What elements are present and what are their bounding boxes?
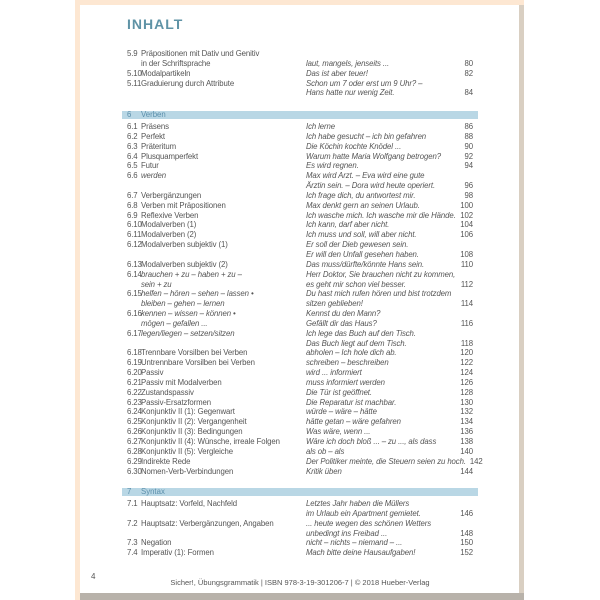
entry-title: in der Schriftsprache	[141, 58, 211, 68]
entry-title	[141, 181, 306, 191]
toc-entry-line	[122, 88, 478, 98]
entry-page: 124	[460, 368, 473, 378]
entry-title: werden	[141, 171, 166, 181]
entry-example: ... heute wegen des schönen Wetters	[306, 518, 432, 528]
entry-title: Passiv	[141, 368, 164, 378]
toc-entry-line	[122, 467, 478, 477]
entry-example: Ich muss und soll, will aber nicht.	[306, 230, 417, 240]
toc-entry-line	[122, 398, 478, 408]
entry-title: Modalverben subjektiv (1)	[141, 240, 228, 250]
toc-entry-line	[122, 79, 478, 89]
entry-example: laut, mangels, jenseits ...	[306, 58, 390, 68]
toc-entry	[122, 519, 478, 539]
toc-entry	[122, 417, 478, 427]
entry-number: 7.1	[127, 499, 138, 508]
toc-entry-line	[122, 358, 478, 368]
entry-page: 84	[464, 88, 473, 98]
entry-number: 7.3	[127, 538, 138, 548]
entry-title: Nomen-Verb-Verbindungen	[141, 466, 234, 476]
entry-example: Ich wasche mich. Ich wasche mir die Hände.	[306, 210, 456, 220]
toc-entry	[122, 289, 478, 309]
entry-number: 6.2	[127, 131, 138, 141]
toc-entry	[122, 201, 478, 211]
entry-example: Ich frage dich, du antwortest mir.	[306, 190, 416, 200]
entry-page: 92	[464, 151, 473, 161]
entry-title: Modalverben subjektiv (2)	[141, 259, 228, 269]
entry-title: legen/liegen – setzen/sitzen	[141, 328, 235, 338]
entry-title	[141, 88, 306, 98]
toc-entry-line	[122, 191, 478, 201]
toc-entry	[122, 49, 478, 69]
toc-entry-line	[122, 280, 478, 290]
entry-number	[122, 529, 141, 539]
toc-entry	[122, 171, 478, 191]
entry-page: 150	[460, 538, 473, 548]
entry-page: 100	[460, 200, 473, 210]
entry-page: 148	[460, 528, 473, 538]
entry-title	[141, 250, 306, 260]
toc-entry-line	[122, 427, 478, 437]
entry-page: 102	[460, 210, 473, 220]
toc-entry	[122, 79, 478, 99]
entry-number: 6.22	[127, 387, 142, 397]
entry-page: 106	[460, 230, 473, 240]
entry-title: Indirekte Rede	[141, 456, 191, 466]
entry-number: 6.15	[127, 289, 142, 299]
entry-title: Präsens	[141, 122, 169, 131]
entry-example: als ob – als	[306, 446, 345, 456]
toc-entry	[122, 348, 478, 358]
entry-example: Herr Doktor, Sie brauchen nicht zu kommen,	[306, 269, 456, 279]
entry-example: Kennst du den Mann?	[306, 309, 381, 319]
toc-entry-line	[122, 142, 478, 152]
entry-title: kennen – wissen – können •	[141, 309, 236, 319]
toc-entry	[122, 220, 478, 230]
entry-example: unbedingt ins Freibad ...	[306, 528, 388, 538]
entry-example: muss informiert werden	[306, 377, 385, 387]
entry-example: im Urlaub ein Apartment gemietet.	[306, 508, 421, 518]
toc-entry-line	[122, 329, 478, 339]
entry-number: 5.9	[127, 49, 138, 58]
entry-example: Ärztin sein. – Dora wird heute operiert.	[306, 181, 436, 191]
toc-entry	[122, 69, 478, 79]
entry-page: 132	[460, 407, 473, 417]
entry-number: 6.1	[127, 122, 138, 131]
toc-entry-line	[122, 250, 478, 260]
toc-entry	[122, 368, 478, 378]
toc-entry	[122, 152, 478, 162]
entry-title: brauchen + zu – haben + zu –	[141, 269, 242, 279]
entry-number: 6.14	[127, 269, 142, 279]
entry-number: 6.24	[127, 407, 142, 417]
toc-entry	[122, 467, 478, 477]
toc-entry-line	[122, 548, 478, 558]
entry-number: 6.29	[127, 456, 142, 466]
entry-page: 86	[464, 122, 473, 131]
toc-entry-line	[122, 270, 478, 280]
entry-page: 96	[464, 181, 473, 191]
section-header-bar	[122, 111, 478, 119]
toc-entry-line	[122, 161, 478, 171]
toc-entry-line	[122, 122, 478, 132]
entry-title: bleiben – gehen – lernen	[141, 299, 225, 309]
entry-title: Hauptsatz: Verbergänzungen, Angaben	[141, 518, 274, 528]
entry-example: Er soll der Dieb gewesen sein.	[306, 240, 409, 250]
toc-entry	[122, 447, 478, 457]
toc-entry-line	[122, 437, 478, 447]
entry-example: Kritik üben	[306, 466, 342, 476]
entry-example: Ich lerne	[306, 122, 336, 131]
section-number: 6	[127, 110, 132, 119]
entry-page: 104	[460, 220, 473, 230]
entry-title: Konjunktiv II (3): Bedingungen	[141, 427, 243, 437]
toc-entry-line	[122, 230, 478, 240]
page-edge-right	[519, 5, 524, 600]
toc-entry	[122, 398, 478, 408]
entry-example: Wäre ich doch bloß ... – zu ..., als dass	[306, 437, 437, 446]
toc-entry	[122, 378, 478, 388]
entry-example: Das Buch liegt auf dem Tisch.	[306, 338, 407, 348]
entry-number: 6.13	[127, 259, 142, 269]
entry-title: Negation	[141, 538, 172, 548]
section-header-bar	[122, 488, 478, 496]
entry-number: 6.5	[127, 161, 138, 171]
toc-entry-line	[122, 417, 478, 427]
entry-number: 6.3	[127, 141, 138, 151]
entry-title: Untrennbare Vorsilben bei Verben	[141, 358, 255, 368]
toc-entry-line	[122, 309, 478, 319]
entry-number: 6.25	[127, 417, 142, 427]
footer-imprint: Sicher!, Übungsgrammatik | ISBN 978-3-19-301206-7 | © 2018 Hueber-Verlag	[170, 578, 430, 587]
entry-page: 90	[464, 141, 473, 151]
entry-title: Präteritum	[141, 141, 176, 151]
entry-example: Du hast mich rufen hören und bist trotzdem	[306, 289, 452, 299]
entry-title: sein + zu	[141, 279, 172, 289]
entry-number: 6.20	[127, 368, 142, 378]
toc-section-5-continued	[122, 49, 478, 98]
entry-title: Konjunktiv II (5): Vergleiche	[141, 446, 234, 456]
toc-entry-line	[122, 59, 478, 69]
toc-entry-line	[122, 171, 478, 181]
entry-number	[122, 250, 141, 260]
entry-page: 116	[460, 318, 473, 328]
entry-example: Was wäre, wenn ...	[306, 427, 371, 437]
toc-entry	[122, 329, 478, 349]
entry-page: 128	[460, 387, 473, 397]
entry-title: Perfekt	[141, 131, 166, 141]
entry-number: 6.4	[127, 151, 138, 161]
entry-title: Konjunktiv II (1): Gegenwart	[141, 407, 235, 417]
toc-section-syntax	[122, 488, 478, 558]
entry-example: Die Tür ist geöffnet.	[306, 387, 372, 397]
entry-example: Max wird Arzt. – Eva wird eine gute	[306, 171, 425, 181]
entry-title	[141, 339, 306, 349]
toc-entry-line	[122, 240, 478, 250]
entry-number: 5.10	[127, 68, 142, 78]
entry-title: Modalpartikeln	[141, 68, 191, 78]
section-title: Syntax	[141, 487, 165, 496]
toc-entry-line	[122, 499, 478, 509]
toc-entry	[122, 211, 478, 221]
toc-entry-line	[122, 529, 478, 539]
entry-title: Modalverben (2)	[141, 230, 197, 240]
entry-number: 6.18	[127, 348, 142, 358]
entry-number: 5.11	[127, 78, 142, 88]
toc-entry	[122, 548, 478, 558]
entry-page: 152	[460, 548, 473, 558]
toc-entry	[122, 358, 478, 368]
entry-number: 7.2	[127, 518, 138, 528]
entry-example: Es wird regnen.	[306, 161, 359, 171]
entry-example: Ich habe gesucht – ich bin gefahren	[306, 131, 427, 141]
entry-title: Plusquamperfekt	[141, 151, 199, 161]
entry-example: es geht mir schon viel besser.	[306, 279, 406, 289]
entry-number	[122, 59, 141, 69]
section-title: Verben	[141, 110, 166, 119]
entry-title: Hauptsatz: Vorfeld, Nachfeld	[141, 499, 238, 508]
entry-page: 138	[460, 437, 473, 446]
entry-example: sitzen geblieben!	[306, 299, 363, 309]
entry-number	[122, 181, 141, 191]
toc-entry-line	[122, 201, 478, 211]
entry-title: Imperativ (1): Formen	[141, 548, 214, 558]
entry-number: 6.16	[127, 309, 142, 319]
entry-example: Mach bitte deine Hausaufgaben!	[306, 548, 416, 558]
entry-page: 94	[464, 161, 473, 171]
entry-example: Das ist aber teuer!	[306, 68, 368, 78]
entry-title: Konjunktiv II (4): Wünsche, irreale Folgen	[141, 437, 280, 446]
toc-entry-line	[122, 132, 478, 142]
entry-number	[122, 339, 141, 349]
entry-number: 6.9	[127, 210, 138, 220]
entry-title: Zustandspassiv	[141, 387, 194, 397]
entry-page: 146	[460, 508, 473, 518]
entry-number: 6.8	[127, 200, 138, 210]
toc-entry-line	[122, 339, 478, 349]
toc-entry-line	[122, 407, 478, 417]
entry-example: Schon um 7 oder erst um 9 Uhr? –	[306, 78, 423, 88]
entry-number: 6.26	[127, 427, 142, 437]
entry-page: 108	[460, 249, 473, 259]
entry-number	[122, 509, 141, 519]
entry-number: 6.7	[127, 190, 138, 200]
toc-entry	[122, 538, 478, 548]
toc-entry-line	[122, 69, 478, 79]
entry-number: 6.17	[127, 328, 142, 338]
page-number: 4	[91, 572, 96, 581]
toc-entry-line	[122, 289, 478, 299]
toc-entry	[122, 499, 478, 519]
entry-example	[306, 49, 310, 59]
entry-example: Ich lege das Buch auf den Tisch.	[306, 328, 416, 338]
entry-number: 7.4	[127, 548, 138, 558]
entry-title: Passiv-Ersatzformen	[141, 397, 212, 407]
toc-entry-line	[122, 447, 478, 457]
toc-entry-line	[122, 456, 483, 467]
entry-page: 112	[460, 279, 473, 289]
entry-example: Gefällt dir das Haus?	[306, 318, 377, 328]
toc-entry-line	[122, 260, 478, 270]
toc-entry	[122, 122, 478, 132]
toc-entry	[122, 161, 478, 171]
entry-number: 6.30	[127, 466, 142, 476]
toc-section-verben	[122, 110, 483, 476]
entry-page: 80	[464, 58, 473, 68]
toc-entry-line	[122, 388, 478, 398]
entry-number: 6.27	[127, 437, 142, 446]
toc-entry-line	[122, 378, 478, 388]
entry-title: Reflexive Verben	[141, 210, 199, 220]
toc-entry-line	[122, 319, 478, 329]
entry-page: 136	[460, 427, 473, 437]
entry-title	[141, 529, 306, 539]
page-title: INHALT	[127, 16, 184, 32]
entry-number	[122, 280, 141, 290]
entry-example: Er will den Unfall gesehen haben.	[306, 249, 419, 259]
entry-example: Die Reparatur ist machbar.	[306, 397, 397, 407]
entry-title: Modalverben (1)	[141, 220, 197, 230]
entry-example: Hans hatte nur wenig Zeit.	[306, 88, 395, 98]
entry-title: Verbergänzungen	[141, 190, 202, 200]
toc-entry	[122, 309, 478, 329]
toc-entry	[122, 132, 478, 142]
toc-entry	[122, 407, 478, 417]
toc-entry-line	[122, 368, 478, 378]
entry-example: Der Politiker meinte, die Steuern seien zu hoch.	[306, 456, 466, 466]
toc-entry	[122, 230, 478, 240]
entry-example: würde – wäre – hätte	[306, 407, 377, 417]
toc-entry	[122, 456, 483, 467]
entry-example: wird ... informiert	[306, 368, 362, 378]
toc-entry	[122, 240, 478, 260]
entry-page: 114	[460, 299, 473, 309]
entry-title: Präpositionen mit Dativ und Genitiv	[141, 49, 260, 58]
entry-title: Konjunktiv II (2): Vergangenheit	[141, 417, 247, 427]
entry-example: hätte getan – wäre gefahren	[306, 417, 401, 427]
entry-example: Das muss/dürfte/könnte Hans sein.	[306, 259, 425, 269]
toc-entry-line	[122, 152, 478, 162]
entry-page: 130	[460, 397, 473, 407]
entry-example: Letztes Jahr haben die Müllers	[306, 499, 410, 508]
toc-entry-line	[122, 49, 478, 59]
toc-entry-line	[122, 220, 478, 230]
entry-title: mögen – gefallen ...	[141, 318, 208, 328]
toc-entry	[122, 270, 478, 290]
entry-number: 6.11	[127, 230, 142, 240]
entry-title: Futur	[141, 161, 159, 171]
entry-page: 134	[460, 417, 473, 427]
toc-entry-line	[122, 181, 478, 191]
entry-page: 120	[460, 348, 473, 358]
toc-entry-line	[122, 519, 478, 529]
entry-title: Verben mit Präpositionen	[141, 200, 226, 210]
entry-page: 88	[464, 131, 473, 141]
entry-page: 126	[460, 377, 473, 387]
entry-example: abholen – Ich hole dich ab.	[306, 348, 397, 358]
entry-example: Die Köchin kochte Knödel ...	[306, 141, 402, 151]
entry-number: 6.23	[127, 397, 142, 407]
toc-entry	[122, 427, 478, 437]
entry-number	[122, 88, 141, 98]
toc-entry-line	[122, 538, 478, 548]
entry-example: schreiben – beschreiben	[306, 358, 389, 368]
entry-example: Max denkt gern an seinen Urlaub.	[306, 200, 420, 210]
toc-entry	[122, 388, 478, 398]
entry-number: 6.12	[127, 240, 142, 250]
page-edge-bottom	[80, 593, 524, 600]
toc-entry	[122, 437, 478, 447]
entry-number: 6.10	[127, 220, 142, 230]
entry-number	[122, 319, 141, 329]
entry-example: nicht – nichts – niemand – ...	[306, 538, 403, 548]
entry-example: Warum hatte Maria Wolfgang betrogen?	[306, 151, 441, 161]
entry-page: 144	[460, 466, 473, 476]
toc-entry	[122, 142, 478, 152]
section-number: 7	[127, 487, 132, 496]
entry-title: Graduierung durch Attribute	[141, 78, 235, 88]
entry-number: 6.19	[127, 358, 142, 368]
entry-page: 98	[464, 190, 473, 200]
toc-entry	[122, 260, 478, 270]
toc-entry-line	[122, 299, 478, 309]
entry-number	[122, 299, 141, 309]
entry-page: 110	[460, 259, 473, 269]
entry-title: Trennbare Vorsilben bei Verben	[141, 348, 248, 358]
toc-entry-line	[122, 348, 478, 358]
toc-entry-line	[122, 509, 478, 519]
entry-title	[141, 509, 306, 519]
entry-page: 140	[460, 446, 473, 456]
toc-entry	[122, 191, 478, 201]
entry-page: 82	[464, 68, 473, 78]
toc-entry-line	[122, 211, 478, 221]
entry-number: 6.21	[127, 377, 142, 387]
entry-page: 142	[469, 456, 483, 466]
entry-example: Ich kann, darf aber nicht.	[306, 220, 390, 230]
entry-page: 122	[460, 358, 473, 368]
entry-number: 6.6	[127, 171, 138, 181]
entry-number: 6.28	[127, 446, 142, 456]
entry-title: Passiv mit Modalverben	[141, 377, 222, 387]
entry-page: 118	[460, 338, 473, 348]
entry-title: helfen – hören – sehen – lassen •	[141, 289, 254, 299]
